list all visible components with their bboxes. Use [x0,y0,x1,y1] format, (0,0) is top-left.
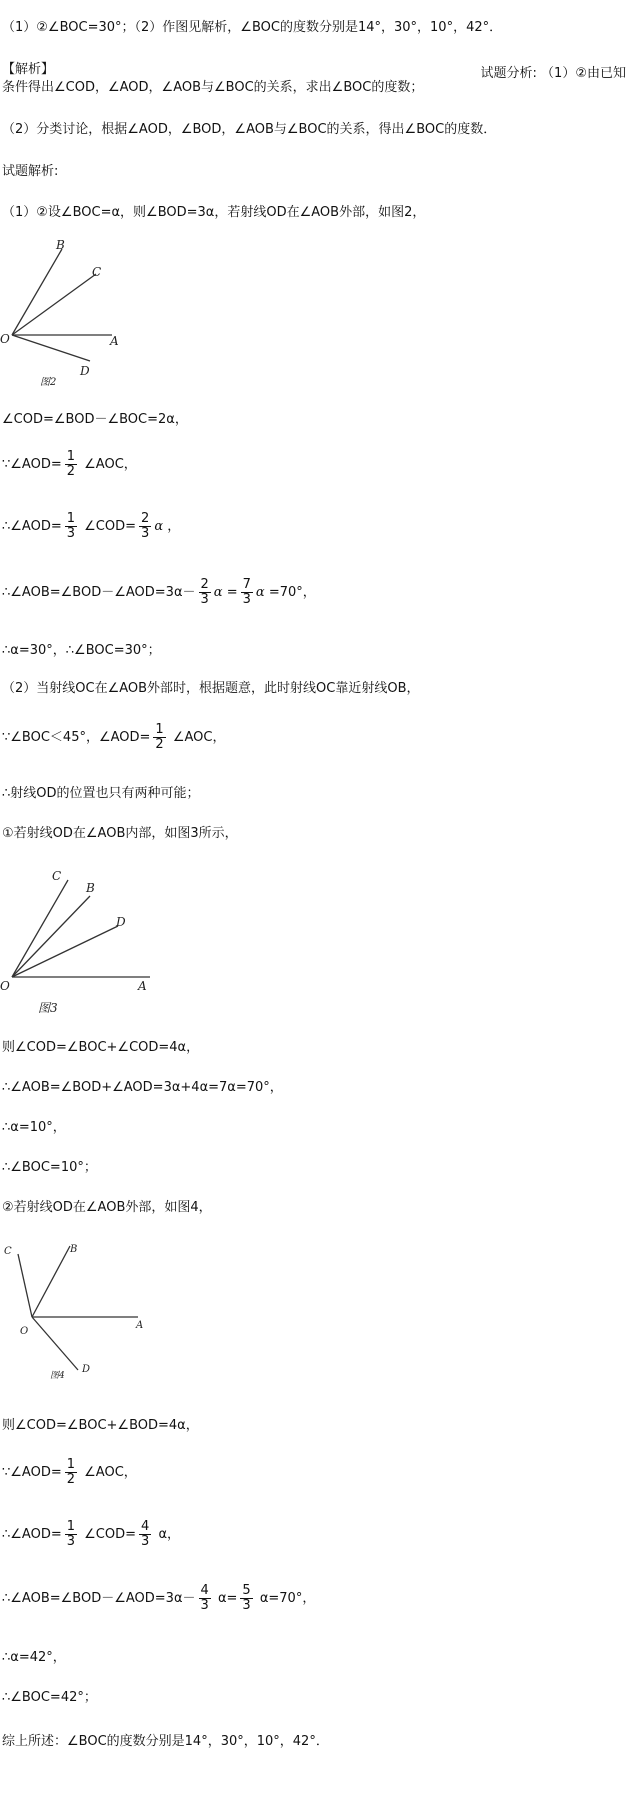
case2-aod-third: ∴∠AOD= $\frac{1}{3}$ ∠COD= $\frac{4}{3}$ α， [2,1519,181,1549]
label-c: C [52,869,62,883]
analysis-continued: 条件得出∠COD，∠AOD，∠AOB与∠BOC的关系，求出∠BOC的度数； [2,80,424,95]
label-d: D [82,1364,91,1375]
eq-boc-lt-45: ∵∠BOC＜45°，∠AOD= $\frac{1}{2}$ ∠AOC， [2,722,226,752]
ray-ob [32,1246,70,1317]
answer-line: （1）②∠BOC=30°；（2）作图见解析，∠BOC的度数分别是14°，30°，10°，42°． [2,20,503,35]
label-b: B [86,881,95,895]
label-c: C [92,265,102,279]
fig4-caption: 图4 [50,1371,65,1381]
result-10: ∴∠BOC=10°； [2,1160,97,1175]
result-30: ∴α=30°，∴∠BOC=30°； [2,643,161,658]
ray-od [12,335,90,361]
case2-aod-half: ∵∠AOD= $\frac{1}{2}$ ∠AOC， [2,1457,137,1487]
label-o: O [20,1326,29,1337]
solution-part1: （1）②设∠BOC=α，则∠BOD=3α，若射线OD在∠AOB外部，如图2， [2,205,426,220]
label-b: B [70,1244,78,1255]
analysis-part2: （2）分类讨论，根据∠AOD，∠BOD，∠AOB与∠BOC的关系，得出∠BOC的度数． [2,122,497,137]
fig2-caption: 图2 [40,377,57,388]
analysis-intro: 试题分析: （1）②由已知 [480,66,626,81]
label-c: C [4,1246,12,1257]
figure-3 [0,862,160,1022]
ray-od [12,926,118,977]
label-a: A [110,334,119,348]
ray-ob [12,249,62,335]
fraction-1-2: $\frac{1}{2}$ [66,449,76,479]
eq-aod-half: ∵∠AOD= $\frac{1}{2}$ ∠AOC， [2,449,137,479]
case-1-title: ①若射线OD在∠AOB内部，如图3所示， [2,826,238,841]
figure-4 [0,1232,150,1382]
solution-part2: （2）当射线OC在∠AOB外部时，根据题意，此时射线OC靠近射线OB， [2,681,420,696]
label-d: D [116,915,126,929]
label-b: B [56,238,65,252]
case2-cod: 则∠COD=∠BOC+∠BOD=4α， [2,1418,199,1433]
od-two-cases: ∴射线OD的位置也只有两种可能； [2,786,200,801]
label-a: A [138,979,147,993]
summary: 综上所述：∠BOC的度数分别是14°，30°，10°，42°． [2,1734,329,1749]
case1-aob: ∴∠AOB=∠BOD+∠AOD=3α+4α=7α=70°， [2,1080,283,1095]
ray-oc [12,274,96,335]
case1-cod: 则∠COD=∠BOC+∠COD=4α， [2,1040,200,1055]
result-42: ∴∠BOC=42°； [2,1690,97,1705]
case2-alpha: ∴α=42°， [2,1650,66,1665]
figure-2 [0,235,130,395]
case2-aob: ∴∠AOB=∠BOD－∠AOD=3α－ $\frac{4}{3}$ α= $\frac{5}{3}$ α=70°， [2,1583,316,1613]
eq-cod: ∠COD=∠BOD－∠BOC=2α， [2,412,188,427]
eq-aod-third: ∴∠AOD= $\frac{1}{3}$ ∠COD= $\frac{2}{3}$ α ， [2,511,181,541]
label-o: O [0,332,10,346]
ray-oc [18,1254,32,1317]
label-d: D [80,364,90,378]
label-o: O [0,979,10,993]
eq-aob: ∴∠AOB=∠BOD－∠AOD=3α－ $\frac{2}{3}$ α = $\frac{7}{3}$ α =70°， [2,577,316,607]
label-a: A [136,1320,144,1331]
fig3-caption: 图3 [38,1001,58,1015]
case1-alpha: ∴α=10°， [2,1120,66,1135]
analysis-header: 【解析】 [2,62,55,77]
solution-title: 试题解析: [2,164,59,179]
ray-od [32,1317,78,1370]
case-2-title: ②若射线OD在∠AOB外部，如图4， [2,1200,212,1215]
